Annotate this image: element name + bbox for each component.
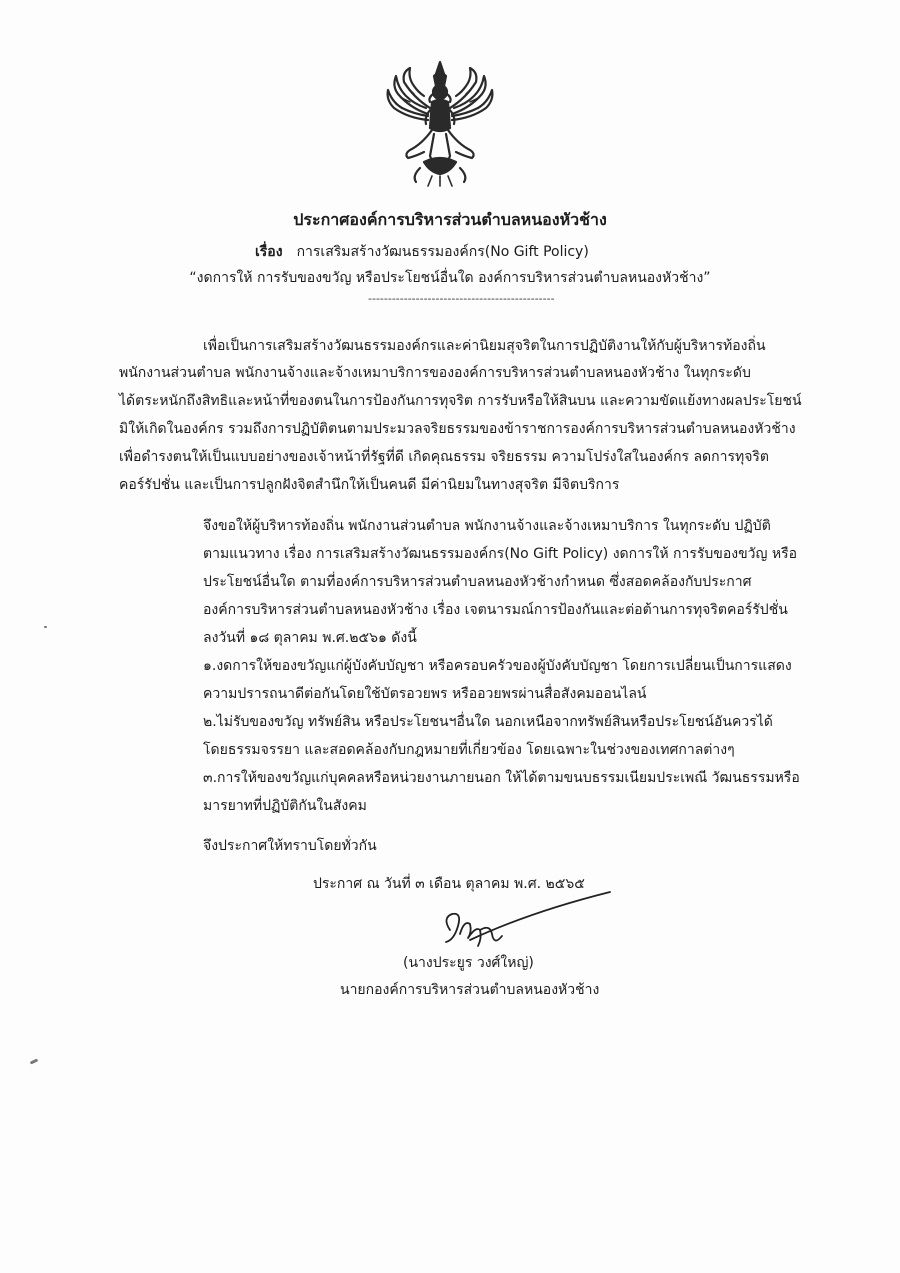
subject-line xyxy=(255,241,589,263)
paragraph1-line: เพื่อดำรงตนให้เป็นแบบอย่างของเจ้าหน้าที่รัฐที่ดี เกิดคุณธรรม จริยธรรม ความโปร่งใสในองค์กร ลดการทุจริต xyxy=(119,449,770,465)
subject-text: การเสริมสร้างวัฒนธรรมองค์กร(No Gift Policy) xyxy=(296,244,589,260)
paragraph2-line: จึงขอให้ผู้บริหารท้องถิ่น พนักงานส่วนตำบล พนักงานจ้างและจ้างเหมาบริการ ในทุกระดับ ปฏิบัติ xyxy=(203,518,771,534)
paragraph1-line: คอร์รัปชั่น และเป็นการปลูกฝังจิตสำนึกให้เป็นคนดี มีค่านิยมในทางสุจริต มีจิตบริการ xyxy=(119,477,620,493)
handwritten-signature-icon xyxy=(420,890,620,960)
paragraph2-line: ตามแนวทาง เรื่อง การเสริมสร้างวัฒนธรรมองค์กร(No Gift Policy) งดการให้ การรับของขวัญ หรือ xyxy=(203,546,798,562)
paragraph1-line: เพื่อเป็นการเสริมสร้างวัฒนธรรมองค์กรและค่านิยมสุจริตในการปฏิบัติงานให้กับผู้บริหารท้องถิ่น xyxy=(203,338,766,354)
list-item-1-cont: ความปรารถนาดีต่อกันโดยใช้บัตรอวยพร หรืออวยพรผ่านสื่อสังคมออนไลน์ xyxy=(203,686,647,702)
list-item-2-cont: โดยธรรมจรรยา และสอดคล้องกับกฎหมายที่เกี่ยวข้อง โดยเฉพาะในช่วงของเทศกาลต่างๆ xyxy=(203,742,735,758)
scan-speck xyxy=(44,626,47,628)
paragraph2-line: ประโยชน์อื่นใด ตามที่องค์การบริหารส่วนตำบลหนองหัวช้างกำหนด ซึ่งสอดคล้องกับประกาศ xyxy=(203,574,752,590)
subject-label: เรื่อง xyxy=(255,244,283,260)
paragraph1-line: ได้ตระหนักถึงสิทธิและหน้าที่ของตนในการป้องกันการทุจริต การรับหรือให้สินบน และความขัดแย้งทางผลประโยชน์ xyxy=(119,393,802,409)
scan-speck xyxy=(30,1058,39,1064)
paragraph1-line: มิให้เกิดในองค์กร รวมถึงการปฏิบัติตนตามประมวลจริยธรรมของข้าราชการองค์การบริหารส่วนตำบลหนองหัวช้าง xyxy=(119,421,796,437)
separator-line: ----------------------------------------------- xyxy=(368,292,555,305)
paragraph2-line: ลงวันที่ ๑๘ ตุลาคม พ.ศ.๒๕๖๑ ดังนี้ xyxy=(203,630,417,646)
list-item-1: ๑.งดการให้ของขวัญแก่ผู้บังคับบัญชา หรือครอบครัวของผู้บังคับบัญชา โดยการเปลี่ยนเป็นการแสดง xyxy=(203,658,792,674)
subject-quote: “งดการให้ การรับของขวัญ หรือประโยชน์อื่นใด องค์การบริหารส่วนตำบลหนองหัวช้าง” xyxy=(189,270,711,286)
garuda-emblem-icon xyxy=(380,58,500,188)
date-line: ประกาศ ณ วันที่ ๓ เดือน ตุลาคม พ.ศ. ๒๕๖๕ xyxy=(313,876,585,892)
list-item-3-cont: มารยาทที่ปฏิบัติกันในสังคม xyxy=(203,798,367,814)
signer-position: นายกองค์การบริหารส่วนตำบลหนองหัวช้าง xyxy=(340,982,600,998)
list-item-3: ๓.การให้ของขวัญแก่บุคคลหรือหน่วยงานภายนอก ให้ได้ตามขนบธรรมเนียมประเพณี วัฒนธรรมหรือ xyxy=(203,770,800,786)
announcement-title: ประกาศองค์การบริหารส่วนตำบลหนองหัวช้าง xyxy=(293,210,607,229)
paragraph2-line: องค์การบริหารส่วนตำบลหนองหัวช้าง เรื่อง เจตนารมณ์การป้องกันและต่อต้านการทุจริตคอร์รัปชั่น xyxy=(203,602,788,618)
closing-line: จึงประกาศให้ทราบโดยทั่วกัน xyxy=(203,838,377,854)
paragraph1-line: พนักงานส่วนตำบล พนักงานจ้างและจ้างเหมาบริการขององค์การบริหารส่วนตำบลหนองหัวช้าง ในทุกระดับ xyxy=(119,365,751,381)
signer-name: (นางประยูร วงศ์ใหญ่) xyxy=(403,955,534,971)
list-item-2: ๒.ไม่รับของขวัญ ทรัพย์สิน หรือประโยชนฯอื่นใด นอกเหนือจากทรัพย์สินหรือประโยชน์อันควรได้ xyxy=(203,714,773,730)
